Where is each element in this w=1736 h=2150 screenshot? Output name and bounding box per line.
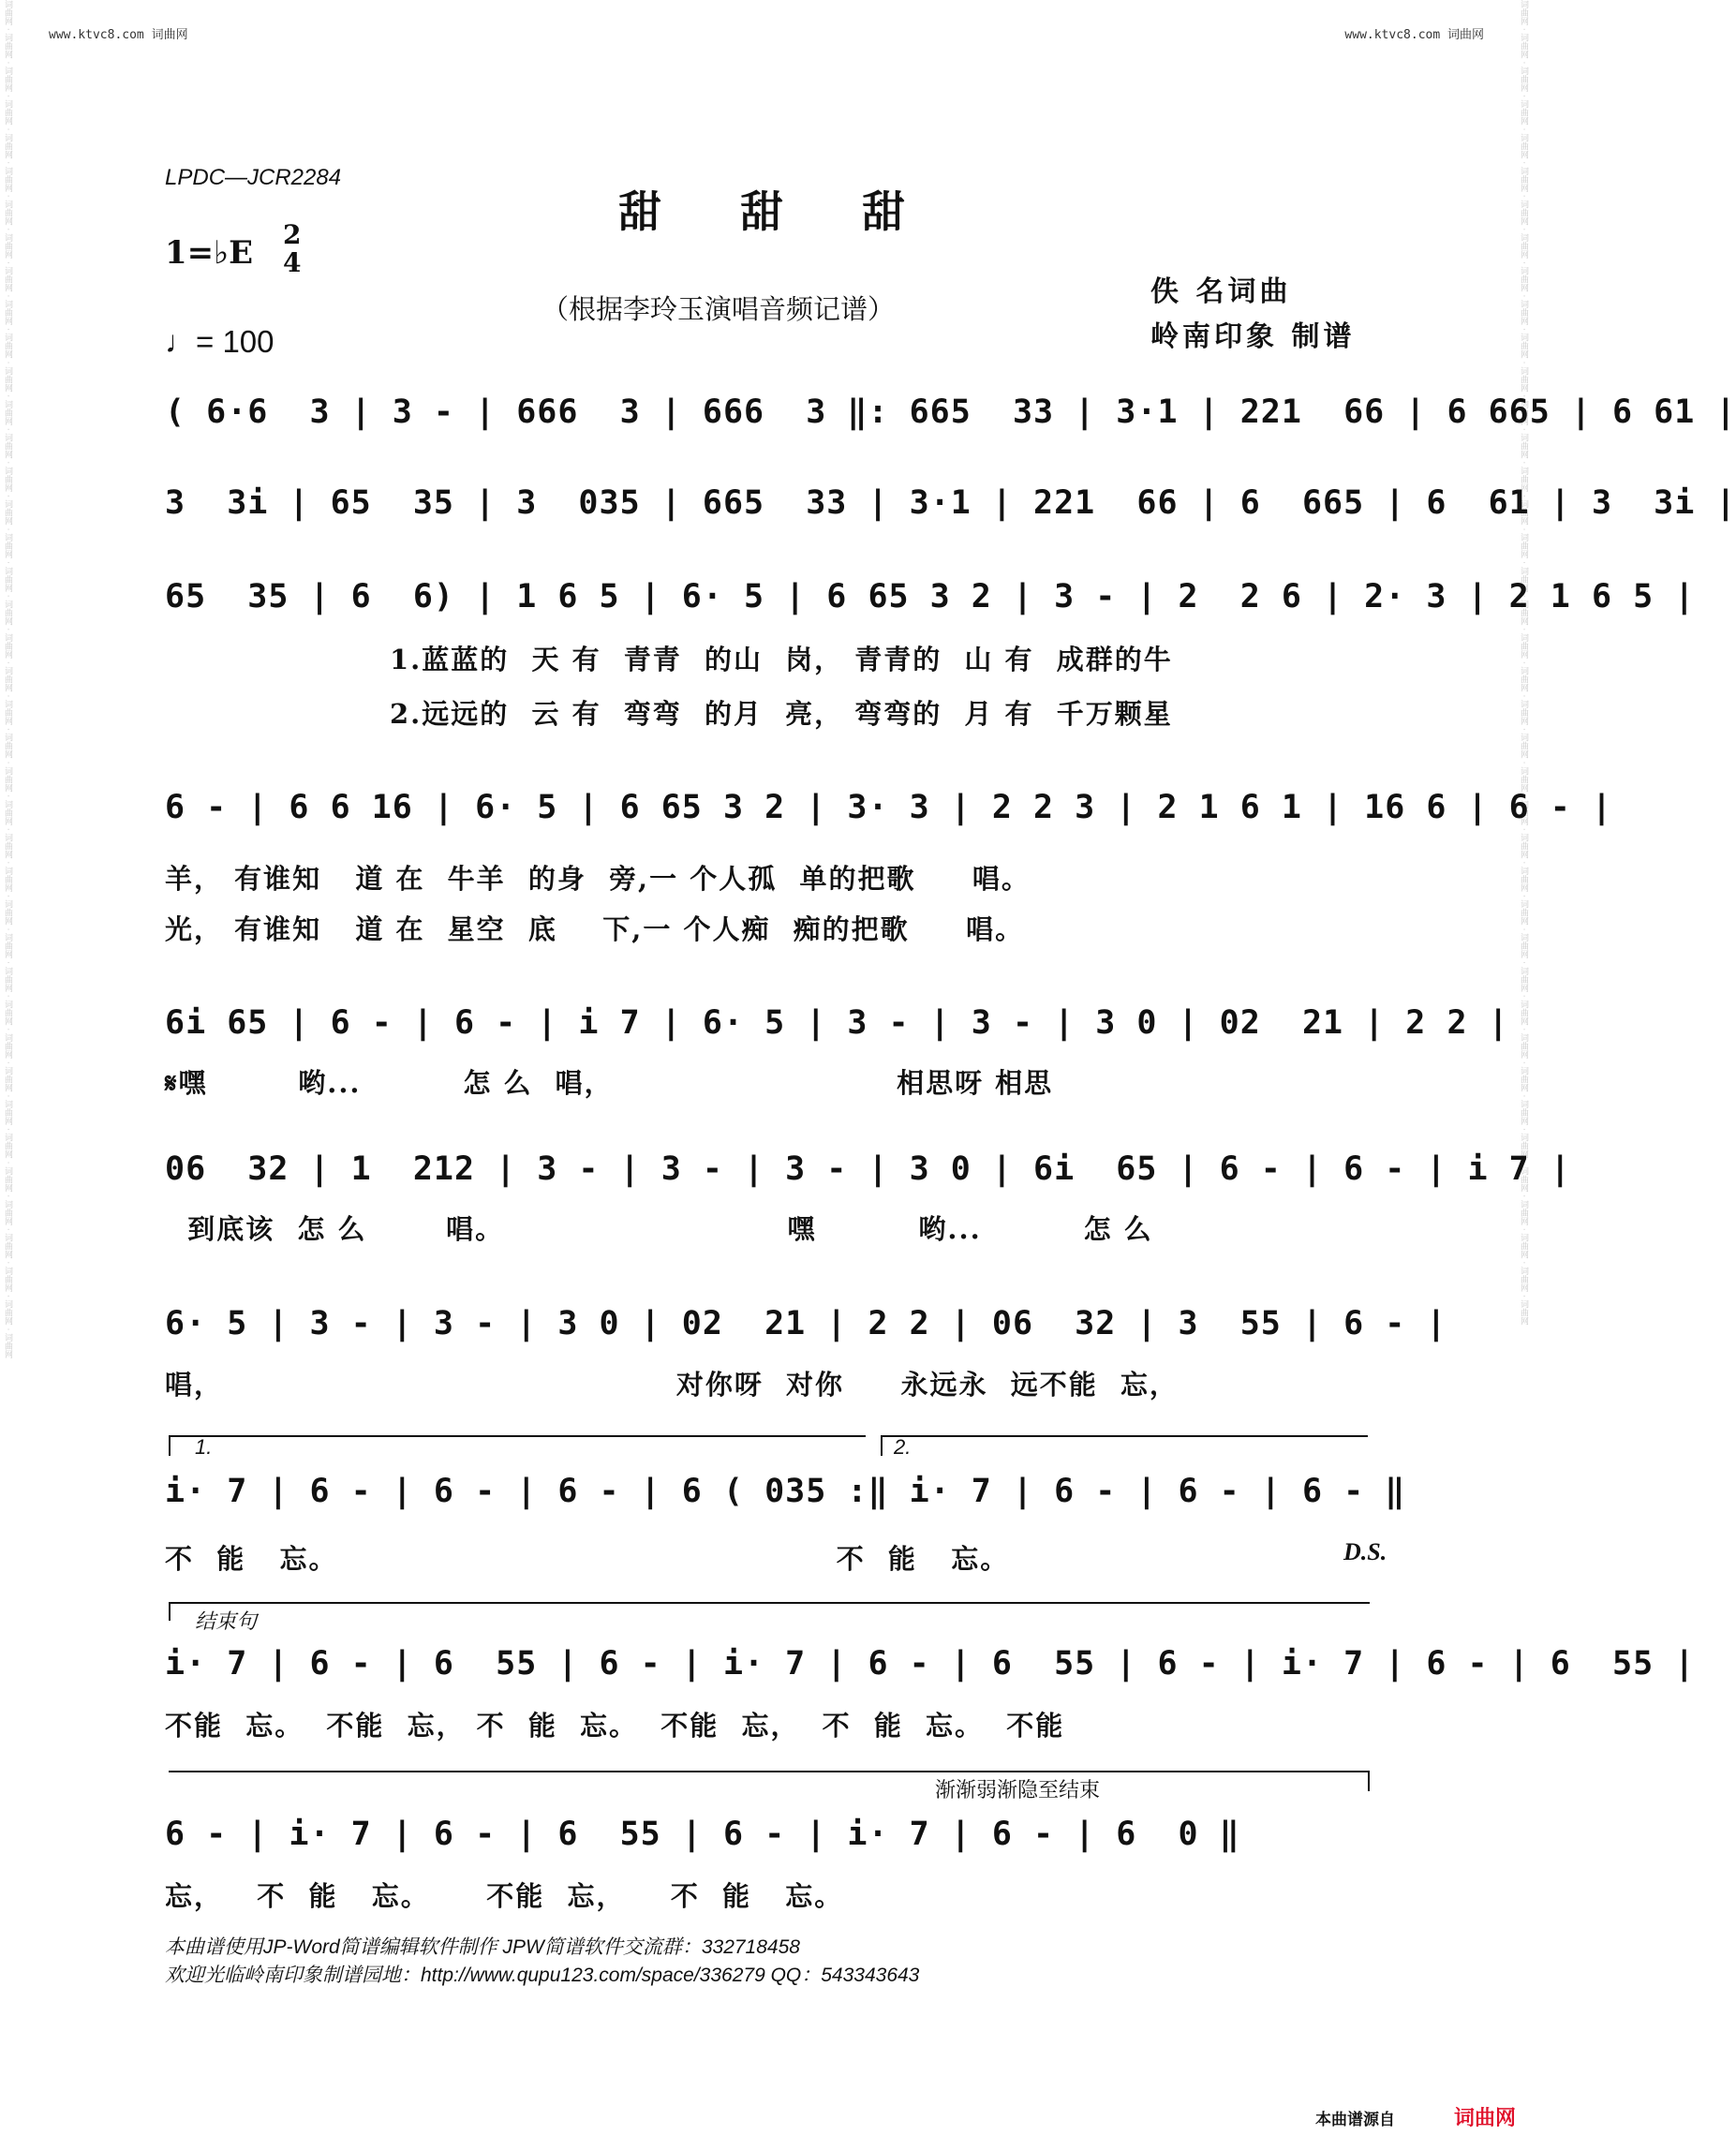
notation-row-10: 6 - | i· 7 | 6 - | 6 55 | 6 - | i· 7 | 6 - | 6 0 ‖ xyxy=(165,1816,1240,1853)
side-watermark-right: 词曲网 · 词曲网 · 词曲网 · 词曲网 · 词曲网 · 词曲网 · 词曲网 · 词曲网 · 词曲网 · 词曲网 · 词曲网 · 词曲网 · 词曲网 · 词曲网 · 词曲网 · 词曲网 · 词曲网 · 词曲网 · 词曲网 · 词曲网 · 词曲网 · 词曲网 · 词曲网 · 词曲网 · 词曲网 · 词曲网 · 词曲网 · 词曲网 · 词曲网 · 词曲网 · 词曲网 · 词曲网 · 词曲网 · 词曲网 · 词曲网 · 词曲网 · 词曲网 · 词曲网 · 词曲网 · 词曲网 xyxy=(1519,0,1528,1326)
subtitle: （根据李玲玉演唱音频记谱） xyxy=(542,293,896,325)
credit-arranger: 岭南印象 制谱 xyxy=(1150,320,1356,353)
brand-logo[interactable]: 词曲网 xyxy=(1454,2107,1517,2130)
notation-row-4: 6 - | 6 6 16 | 6· 5 | 6 65 3 2 | 3· 3 | 2 2 3 | 2 1 6 1 | 16 6 | 6 - | xyxy=(165,789,1613,826)
fade-bracket xyxy=(169,1771,1370,1772)
lyrics-line-f: 不 能 忘。 不 能 忘。 xyxy=(165,1543,1010,1575)
lyrics-line-h: 忘， 不 能 忘。 不能 忘， 不 能 忘。 xyxy=(165,1880,844,1912)
lyrics-verse2-a: 2.远远的 云 有 弯弯 的月 亮， 弯弯的 月 有 千万颗星 xyxy=(390,698,1173,730)
notation-row-7: 6· 5 | 3 - | 3 - | 3 0 | 02 21 | 2 2 | 06 32 | 3 55 | 6 - | xyxy=(165,1305,1447,1342)
notation-row-2: 3 3i | 65 35 | 3 035 | 665 33 | 3·1 | 221 66 | 6 665 | 6 61 | 3 3i | xyxy=(165,484,1736,522)
site-label-left[interactable]: www.ktvc8.com 词曲网 xyxy=(49,28,188,42)
site-label-right[interactable]: www.ktvc8.com 词曲网 xyxy=(1344,28,1484,42)
side-watermark-left: 词曲网 · 词曲网 · 词曲网 · 词曲网 · 词曲网 · 词曲网 · 词曲网 · 词曲网 · 词曲网 · 词曲网 · 词曲网 · 词曲网 · 词曲网 · 词曲网 · 词曲网 · 词曲网 · 词曲网 · 词曲网 · 词曲网 · 词曲网 · 词曲网 · 词曲网 · 词曲网 · 词曲网 · 词曲网 · 词曲网 · 词曲网 · 词曲网 · 词曲网 · 词曲网 · 词曲网 · 词曲网 · 词曲网 · 词曲网 · 词曲网 · 词曲网 · 词曲网 · 词曲网 · 词曲网 · 词曲网 · 词曲网 xyxy=(3,0,12,1359)
volta-2-label: 2. xyxy=(894,1435,912,1459)
lyrics-verse2-b: 光， 有谁知 道 在 星空 底 下,一 个人痴 痴的把歌 唱。 xyxy=(165,913,1025,945)
notation-row-9: i· 7 | 6 - | 6 55 | 6 - | i· 7 | 6 - | 6 55 | 6 - | i· 7 | 6 - | 6 55 | xyxy=(165,1645,1696,1683)
notation-row-8: i· 7 | 6 - | 6 - | 6 - | 6 ( 035 :‖ i· 7 | 6 - | 6 - | 6 - ‖ xyxy=(165,1473,1406,1510)
time-denominator: 4 xyxy=(283,247,302,278)
notation-row-6: 06 32 | 1 212 | 3 - | 3 - | 3 - | 3 0 | 6i 65 | 6 - | 6 - | i 7 | xyxy=(165,1150,1571,1188)
volta-2-bracket xyxy=(881,1435,1368,1437)
fade-hook xyxy=(1368,1771,1370,1791)
coda-hook xyxy=(169,1602,171,1621)
notation-row-1: ( 6·6 3 | 3 - | 666 3 | 666 3 ‖: 665 33 | 3·1 | 221 66 | 6 665 | 6 61 | xyxy=(165,393,1736,431)
footer-line-1: 本曲谱使用JP-Word简谱编辑软件制作 JPW简谱软件交流群：332718458 xyxy=(165,1936,800,1958)
lyrics-line-e: 唱， 对你呀 对你 永远永 远不能 忘， xyxy=(165,1369,1179,1401)
lyrics-line-d: 到底该 怎 么 唱。 嘿 哟... 怎 么 xyxy=(165,1213,1153,1245)
volta-1-label: 1. xyxy=(195,1435,213,1459)
tempo-mark: ♩= 100 xyxy=(165,324,274,359)
score-code: LPDC—JCR2284 xyxy=(165,165,342,190)
volta-2-hook xyxy=(881,1435,883,1456)
fade-mark: 渐渐弱渐隐至结束 xyxy=(935,1778,1101,1802)
lyrics-verse1-a: 1.蓝蓝的 天 有 青青 的山 岗， 青青的 山 有 成群的牛 xyxy=(390,644,1173,675)
volta-1-bracket xyxy=(169,1435,866,1437)
ds-mark: D.S. xyxy=(1343,1538,1387,1565)
lyrics-line-c: 𝄋嘿 哟... 怎 么 唱， 相思呀 相思 xyxy=(165,1067,1054,1099)
coda-label: 结束句 xyxy=(195,1609,258,1633)
notation-row-5: 6i 65 | 6 - | 6 - | i 7 | 6· 5 | 3 - | 3 - | 3 0 | 02 21 | 2 2 | xyxy=(165,1004,1509,1042)
footer-line-2[interactable]: 欢迎光临岭南印象制谱园地：http://www.qupu123.com/space/336279 QQ：543343643 xyxy=(165,1965,920,1986)
time-signature xyxy=(283,221,301,277)
coda-bracket xyxy=(169,1602,1370,1604)
source-label: 本曲谱源自 xyxy=(1315,2111,1395,2129)
volta-1-hook xyxy=(169,1435,171,1456)
lyrics-line-g: 不能 忘。 不能 忘， 不 能 忘。 不能 忘， 不 能 忘。 不能 xyxy=(165,1710,1065,1742)
time-numerator: 2 xyxy=(283,219,302,250)
lyrics-verse1-b: 羊， 有谁知 道 在 牛羊 的身 旁,一 个人孤 单的把歌 唱。 xyxy=(165,863,1031,895)
notation-row-3: 65 35 | 6 6) | 1 6 5 | 6· 5 | 6 65 3 2 | 3 - | 2 2 6 | 2· 3 | 2 1 6 5 | xyxy=(165,578,1696,615)
page-title: 甜 甜 甜 xyxy=(618,186,938,237)
key-signature: 1=♭E xyxy=(165,234,254,272)
credit-composer: 佚 名词曲 xyxy=(1150,275,1292,308)
